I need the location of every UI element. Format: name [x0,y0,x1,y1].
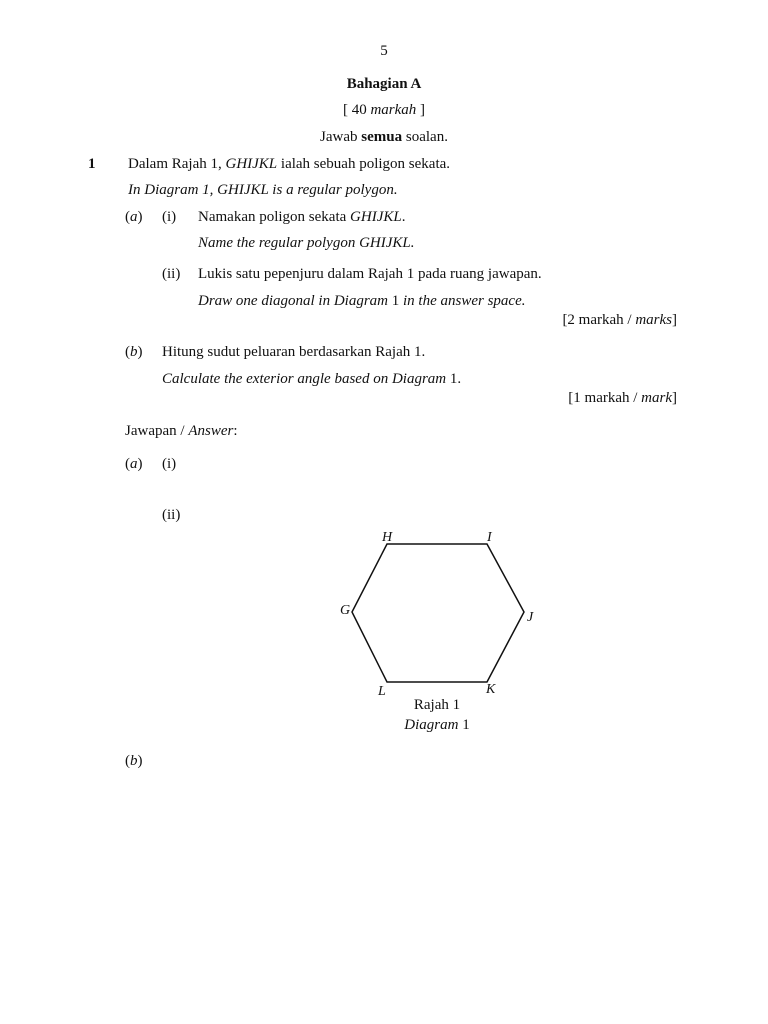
page-number: 5 [380,43,388,59]
part-a-i-ms-name: GHIJKL [350,209,402,225]
part-a-ii-en-1: Draw one diagonal in Diagram [198,293,392,309]
stem-en-text: In Diagram 1, GHIJKL is a regular polygon. [128,182,398,198]
part-b-en-1: Calculate the exterior angle based on Diagram [162,371,450,387]
part-a-i-label: (i) [162,209,177,225]
stem-ms-polygon-name: GHIJKL [225,156,278,172]
answer-label [125,422,237,440]
instruction-bold: semua [361,129,403,145]
answer-part-a-ii-label: (ii) [162,507,181,523]
answer-label-en: Answer [188,423,234,439]
part-b-en-num: 1. [449,371,462,387]
part-a-ii-label: (ii) [162,266,181,282]
part-a-ii-en-2: in the answer space. [399,293,526,309]
part-b-marks-pre: [1 markah / [568,390,642,406]
vertex-label-k: K [486,682,496,697]
question-number-text: 1 [88,156,96,172]
question-stem-en [128,181,398,199]
part-a-ii-en-num: 1 [391,293,400,309]
part-a-i-en-text: Name the regular polygon GHIJKL. [198,235,415,251]
part-a-ii-en [198,292,526,310]
diagram-caption-en [337,716,537,734]
stem-ms-post: ialah sebuah poligon sekata. [277,156,451,172]
part-b-ms: Hitung sudut peluaran berdasarkan Rajah 1. [162,344,426,360]
part-a-marks-en: marks [635,312,672,328]
part-a-i-en [198,234,415,252]
diagram-caption-ms: Rajah 1 [413,697,461,713]
answer-part-a-i-label: (i) [162,456,177,472]
diagram-caption-en-num: 1 [458,717,470,733]
part-b-marks [480,389,677,407]
part-a-marks [480,311,677,329]
section-title-text: Bahagian A [346,76,422,92]
section-marks-word: markah [370,102,417,118]
part-a-ii-ms: Lukis satu pepenjuru dalam Rajah 1 pada ruang jawapan. [198,266,542,282]
part-a-i-ms-pre: Namakan poligon sekata [198,209,351,225]
part-a-i-ms-post: . [401,209,406,225]
instruction-post: soalan. [402,129,448,145]
answer-label-ms: Jawapan / [125,423,189,439]
part-a-letter: a [130,209,138,225]
section-marks-close: ] [416,102,426,118]
vertex-label-i: I [487,530,492,545]
vertex-label-l: L [378,684,386,699]
section-title [0,75,768,93]
part-b-letter: b [130,344,138,360]
question-stem-ms [128,155,450,173]
hexagon-shape [352,544,524,682]
part-a-marks-pre: [2 markah / [562,312,636,328]
answer-part-b-label: (b) [125,753,143,769]
part-b-marks-en: mark [641,390,672,406]
part-b-label: (b) [125,344,143,360]
answer-part-b-letter: b [130,753,138,769]
section-marks-open: [ 40 [342,102,371,118]
answer-label-colon: : [233,423,238,439]
part-a-label: (a) [125,209,143,225]
question-number [88,155,96,173]
vertex-label-h: H [382,530,393,545]
part-a-marks-post: ] [672,312,677,328]
instruction-pre: Jawab [320,129,362,145]
vertex-label-g: G [340,603,351,618]
section-marks [0,101,768,119]
part-b-marks-post: ] [672,390,677,406]
section-instruction [0,128,768,146]
answer-part-a-letter: a [130,456,138,472]
stem-ms-pre: Dalam Rajah 1, [128,156,226,172]
vertex-label-j: J [527,610,534,625]
answer-part-a-label: (a) [125,456,143,472]
diagram-caption-en-word: Diagram [404,717,459,733]
part-a-i-ms [198,208,405,226]
part-b-en [162,370,461,388]
